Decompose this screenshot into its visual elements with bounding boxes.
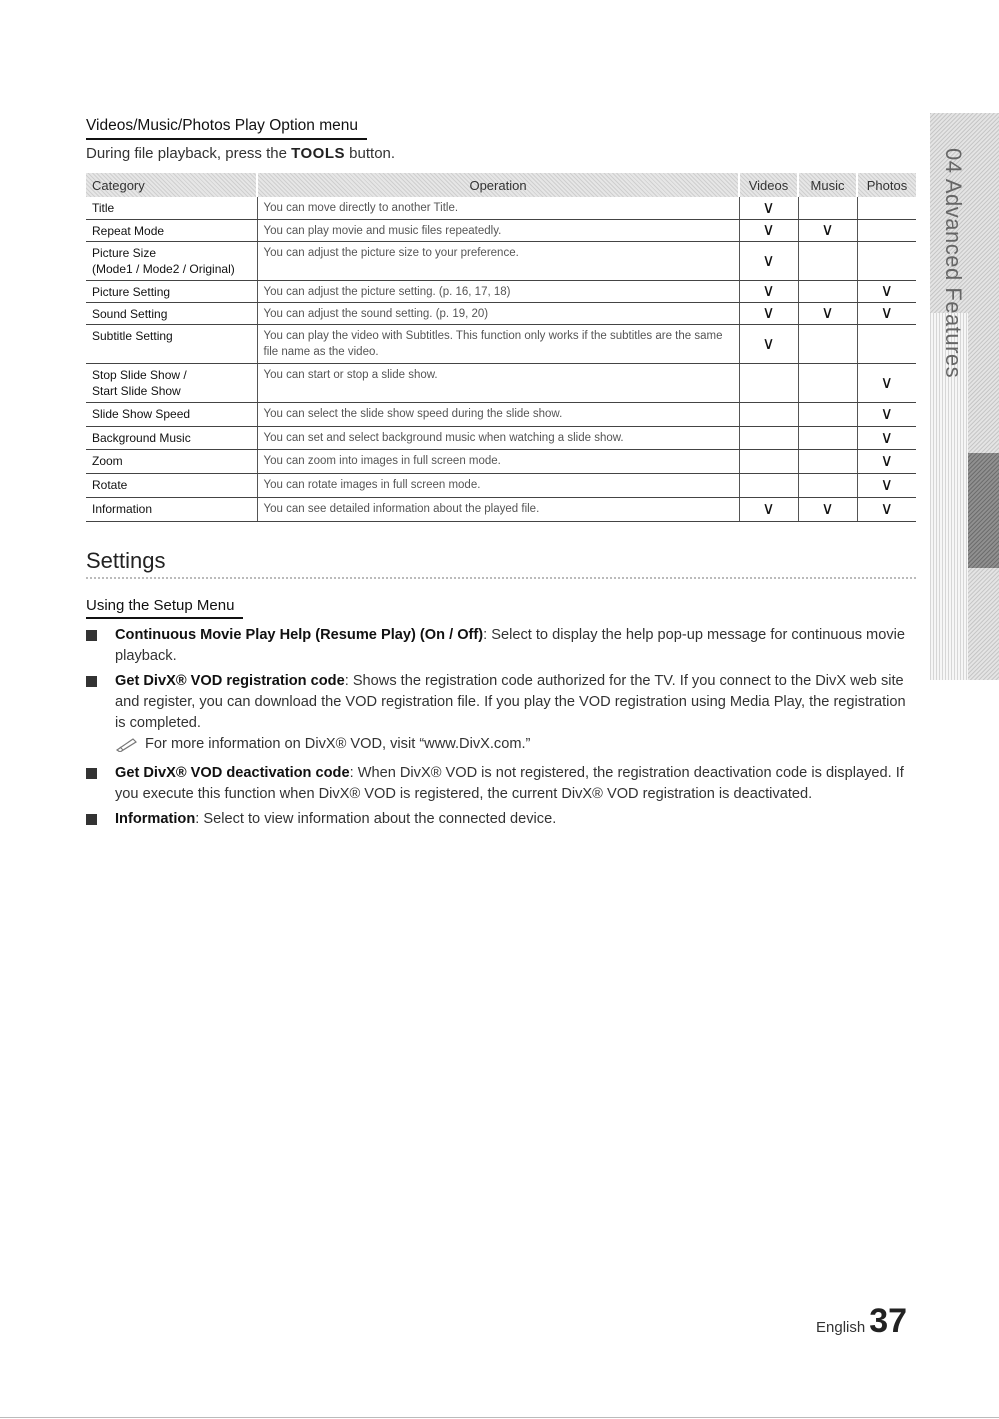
section-title: Videos/Music/Photos Play Option menu — [86, 117, 358, 134]
item-desc: : Shows the registration code authorized for the TV. If you connect to the DivX web site and register, you can download the VOD registration file. If you play the VOD registration using Media Play, the registration is completed. — [115, 673, 906, 731]
photos-supported-cell — [857, 363, 916, 402]
settings-item — [86, 763, 916, 805]
row-category: Stop Slide Show / Start Slide Show — [86, 363, 257, 402]
settings-item — [86, 625, 916, 667]
videos-supported-cell — [739, 241, 798, 280]
header-photos: Photos — [857, 173, 916, 197]
music-supported-cell — [798, 241, 857, 280]
header-videos: Videos — [739, 173, 798, 197]
table-row — [86, 280, 916, 302]
table-row — [86, 473, 916, 497]
music-supported-cell — [798, 363, 857, 402]
photos-supported-cell — [857, 197, 916, 219]
videos-supported-cell — [739, 219, 798, 241]
table-row — [86, 363, 916, 402]
check-icon: ∨ — [762, 303, 775, 322]
row-category: Information — [86, 497, 257, 521]
bottom-border — [0, 1417, 999, 1418]
videos-supported-cell — [739, 402, 798, 426]
table-body — [86, 197, 916, 521]
table-row — [86, 219, 916, 241]
check-icon: ∨ — [762, 333, 775, 353]
note-text: For more information on DivX® VOD, visit “www.DivX.com.” — [145, 736, 531, 752]
check-icon: ∨ — [880, 372, 893, 392]
row-category: Background Music — [86, 426, 257, 449]
photos-supported-cell — [857, 241, 916, 280]
table-row — [86, 302, 916, 324]
videos-supported-cell — [739, 473, 798, 497]
item-desc: : When DivX® VOD is not registered, the registration deactivation code is displayed. If you execute this function when DivX® VOD is registered, the current DivX® VOD registration is deactivated. — [115, 765, 904, 802]
table-header-row — [86, 173, 916, 197]
videos-supported-cell — [739, 497, 798, 521]
tools-key: TOOLS — [291, 145, 346, 162]
page-footer — [816, 1302, 907, 1341]
play-option-table — [86, 173, 916, 522]
row-category: Title — [86, 197, 257, 219]
check-icon: ∨ — [762, 499, 775, 518]
photos-supported-cell — [857, 449, 916, 473]
chapter-tab-label: 04 Advanced Features — [941, 148, 966, 379]
settings-item — [86, 671, 916, 734]
row-category: Subtitle Setting — [86, 324, 257, 363]
item-desc: : Select to display the help pop-up message for continuous movie playback. — [115, 627, 905, 664]
row-operation: You can start or stop a slide show. — [257, 363, 739, 402]
row-operation: You can set and select background music when watching a slide show. — [257, 426, 739, 449]
music-supported-cell — [798, 402, 857, 426]
item-term: Get DivX® VOD deactivation code — [115, 765, 350, 781]
item-term: Continuous Movie Play Help (Resume Play) (On / Off) — [115, 627, 484, 643]
check-icon: ∨ — [762, 220, 775, 239]
table-row — [86, 197, 916, 219]
photos-supported-cell — [857, 426, 916, 449]
music-supported-cell — [798, 302, 857, 324]
row-operation: You can select the slide show speed during the slide show. — [257, 402, 739, 426]
photos-supported-cell — [857, 402, 916, 426]
photos-supported-cell — [857, 302, 916, 324]
videos-supported-cell — [739, 426, 798, 449]
check-icon: ∨ — [880, 404, 893, 423]
music-supported-cell — [798, 197, 857, 219]
table-row — [86, 497, 916, 521]
table-row — [86, 449, 916, 473]
row-category: Picture Setting — [86, 280, 257, 302]
item-term: Information — [115, 811, 196, 827]
note — [115, 736, 530, 752]
row-operation: You can adjust the sound setting. (p. 19, 20) — [257, 302, 739, 324]
row-category: Zoom — [86, 449, 257, 473]
bullet-icon — [86, 768, 97, 779]
music-supported-cell — [798, 497, 857, 521]
note-pencil-icon — [115, 736, 139, 752]
page-number: 37 — [869, 1302, 908, 1340]
check-icon: ∨ — [821, 220, 834, 239]
section-title-underline — [86, 138, 367, 140]
bullet-icon — [86, 814, 97, 825]
row-operation: You can play movie and music files repeatedly. — [257, 219, 739, 241]
check-icon: ∨ — [821, 303, 834, 322]
music-supported-cell — [798, 473, 857, 497]
row-category: Repeat Mode — [86, 219, 257, 241]
table-row — [86, 241, 916, 280]
photos-supported-cell — [857, 219, 916, 241]
row-operation: You can rotate images in full screen mode. — [257, 473, 739, 497]
header-operation: Operation — [257, 173, 739, 197]
music-supported-cell — [798, 219, 857, 241]
row-operation: You can adjust the picture setting. (p. 16, 17, 18) — [257, 280, 739, 302]
videos-supported-cell — [739, 280, 798, 302]
videos-supported-cell — [739, 197, 798, 219]
music-supported-cell — [798, 449, 857, 473]
check-icon: ∨ — [880, 427, 893, 447]
item-desc: : Select to view information about the connected device. — [195, 811, 557, 827]
footer-language: English — [816, 1319, 866, 1336]
header-music: Music — [798, 173, 857, 197]
bullet-icon — [86, 630, 97, 641]
music-supported-cell — [798, 324, 857, 363]
photos-supported-cell — [857, 497, 916, 521]
videos-supported-cell — [739, 324, 798, 363]
settings-item — [86, 809, 916, 830]
photos-supported-cell — [857, 324, 916, 363]
row-operation: You can move directly to another Title. — [257, 197, 739, 219]
check-icon: ∨ — [880, 499, 893, 518]
photos-supported-cell — [857, 473, 916, 497]
row-operation: You can see detailed information about the played file. — [257, 497, 739, 521]
table-row — [86, 402, 916, 426]
check-icon: ∨ — [880, 281, 893, 300]
row-operation: You can adjust the picture size to your preference. — [257, 241, 739, 280]
intro-text-end: button. — [345, 145, 396, 162]
setup-menu-underline — [86, 617, 243, 619]
row-category: Picture Size (Mode1 / Mode2 / Original) — [86, 241, 257, 280]
section-intro — [86, 145, 395, 162]
music-supported-cell — [798, 280, 857, 302]
check-icon: ∨ — [762, 281, 775, 300]
check-icon: ∨ — [762, 197, 775, 217]
check-icon: ∨ — [821, 499, 834, 518]
settings-heading: Settings — [86, 548, 166, 573]
check-icon: ∨ — [880, 475, 893, 494]
bullet-icon — [86, 676, 97, 687]
intro-text: During file playback, press the — [86, 145, 292, 162]
videos-supported-cell — [739, 302, 798, 324]
check-icon: ∨ — [762, 250, 775, 270]
item-term: Get DivX® VOD registration code — [115, 673, 345, 689]
row-operation: You can zoom into images in full screen mode. — [257, 449, 739, 473]
table-row — [86, 324, 916, 363]
videos-supported-cell — [739, 363, 798, 402]
row-category: Rotate — [86, 473, 257, 497]
row-category: Slide Show Speed — [86, 402, 257, 426]
settings-divider — [86, 577, 916, 579]
table-row — [86, 426, 916, 449]
check-icon: ∨ — [880, 451, 893, 470]
photos-supported-cell — [857, 280, 916, 302]
row-operation: You can play the video with Subtitles. This function only works if the subtitles are the same file name as the video. — [257, 324, 739, 363]
setup-menu-subtitle: Using the Setup Menu — [86, 597, 235, 614]
videos-supported-cell — [739, 449, 798, 473]
check-icon: ∨ — [880, 303, 893, 322]
row-category: Sound Setting — [86, 302, 257, 324]
music-supported-cell — [798, 426, 857, 449]
header-category: Category — [86, 173, 257, 197]
